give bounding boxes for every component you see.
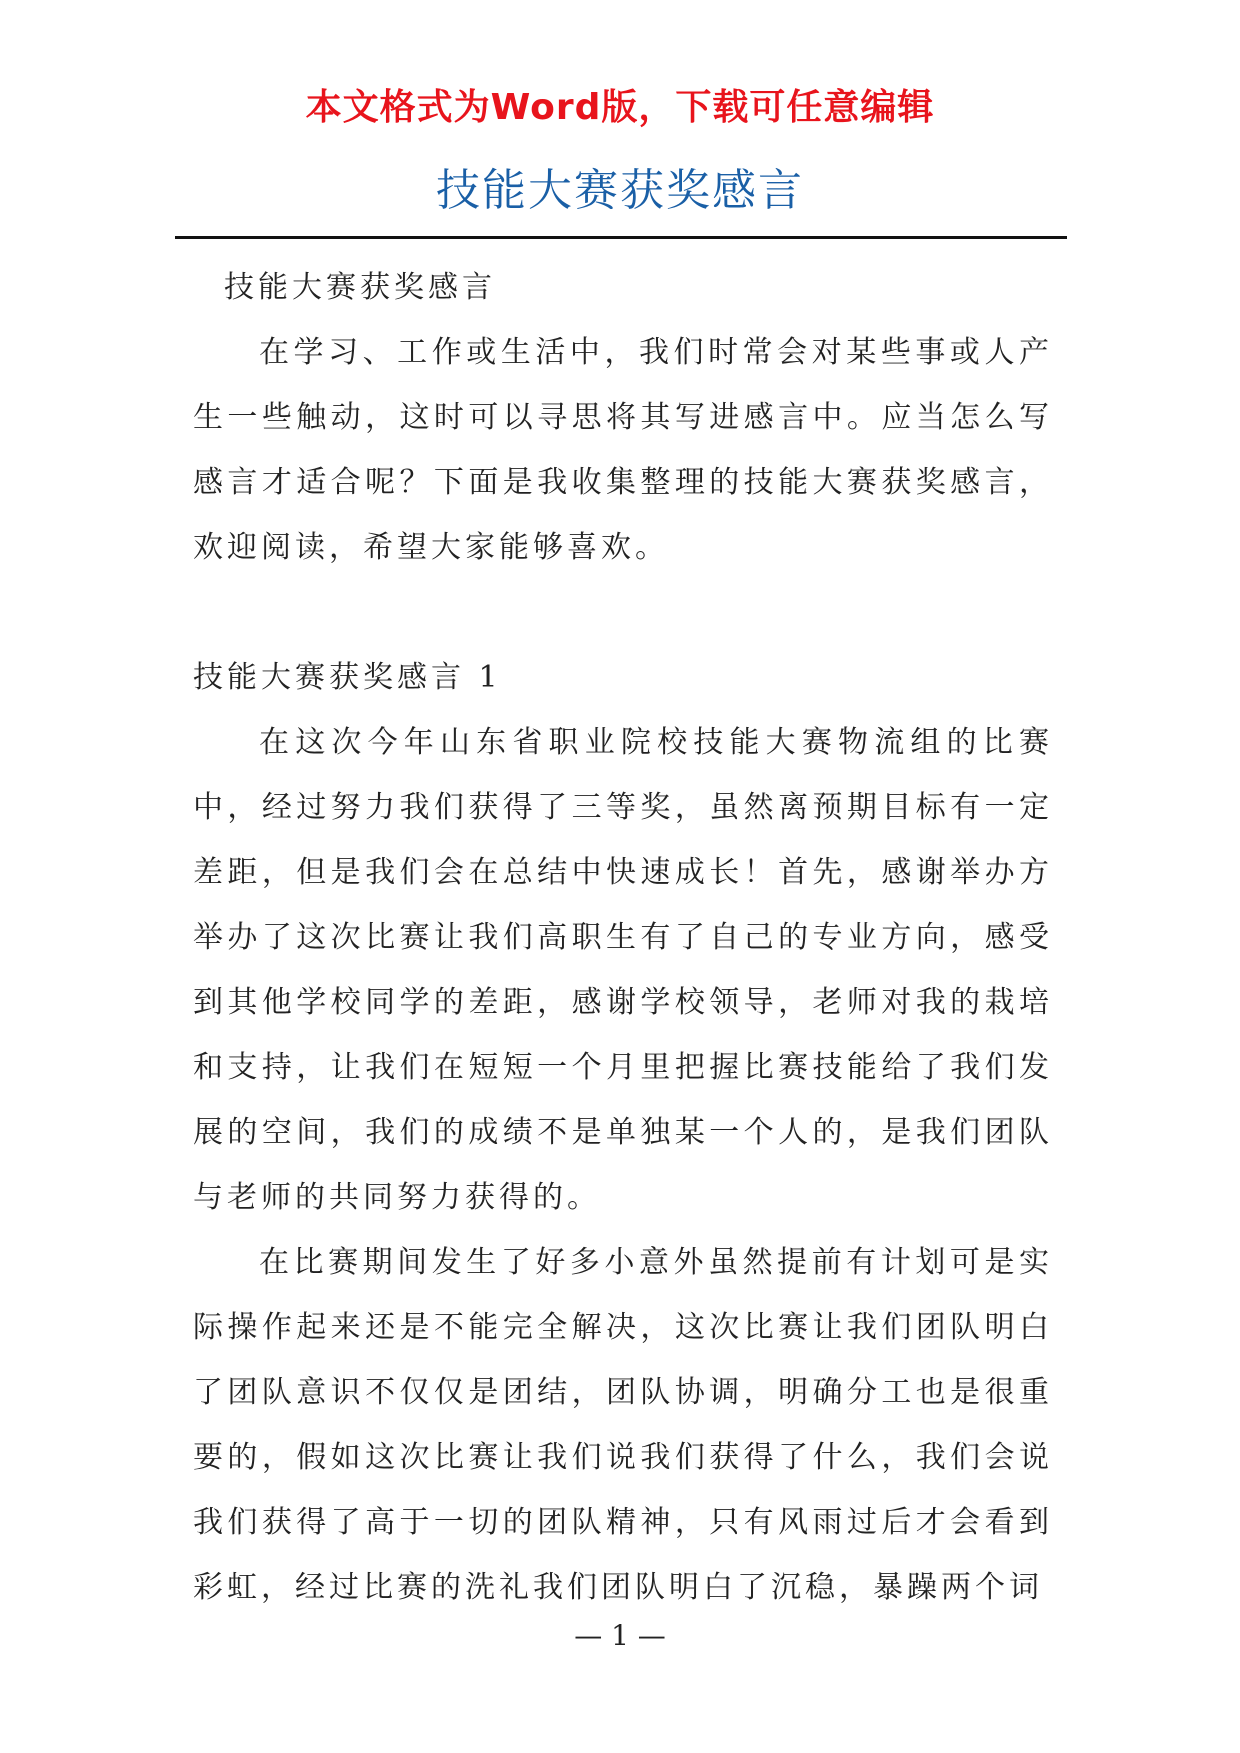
document-body [193, 255, 1053, 1620]
document-subheading: 技能大赛获奖感言 [224, 270, 496, 305]
format-notice-banner: 本文格式为Word版，下载可任意编辑 [305, 87, 935, 128]
paragraph-spacer [193, 580, 1053, 645]
body-paragraph-2: 在比赛期间发生了好多小意外虽然提前有计划可是实际操作起来还是不能完全解决，这次比赛让我们团队明白了团队意识不仅仅是团结，团队协调，明确分工也是很重要的，假如这次比赛让我们说我们获得了什么，我们会说我们获得了高于一切的团队精神，只有风雨过后才会看到彩虹，经过比赛的洗礼我们团队明白了沉稳，暴躁两个词 [193, 1245, 1053, 1605]
intro-paragraph: 在学习、工作或生活中，我们时常会对某些事或人产生一些触动，这时可以寻思将其写进感言中。应当怎么写感言才适合呢？下面是我收集整理的技能大赛获奖感言，欢迎阅读，希望大家能够喜欢。 [193, 335, 1053, 565]
section-heading: 技能大赛获奖感言 1 [193, 660, 502, 695]
title-divider [175, 236, 1067, 239]
page-title: 技能大赛获奖感言 [436, 165, 804, 216]
body-paragraph-1: 在这次今年山东省职业院校技能大赛物流组的比赛中，经过努力我们获得了三等奖，虽然离预期目标有一定差距，但是我们会在总结中快速成长！首先，感谢举办方举办了这次比赛让我们高职生有了自己的专业方向，感受到其他学校同学的差距，感谢学校领导，老师对我的栽培和支持，让我们在短短一个月里把握比赛技能给了我们发展的空间，我们的成绩不是单独某一个人的，是我们团队与老师的共同努力获得的。 [193, 725, 1053, 1215]
page-number: — 1 — [574, 1619, 666, 1652]
